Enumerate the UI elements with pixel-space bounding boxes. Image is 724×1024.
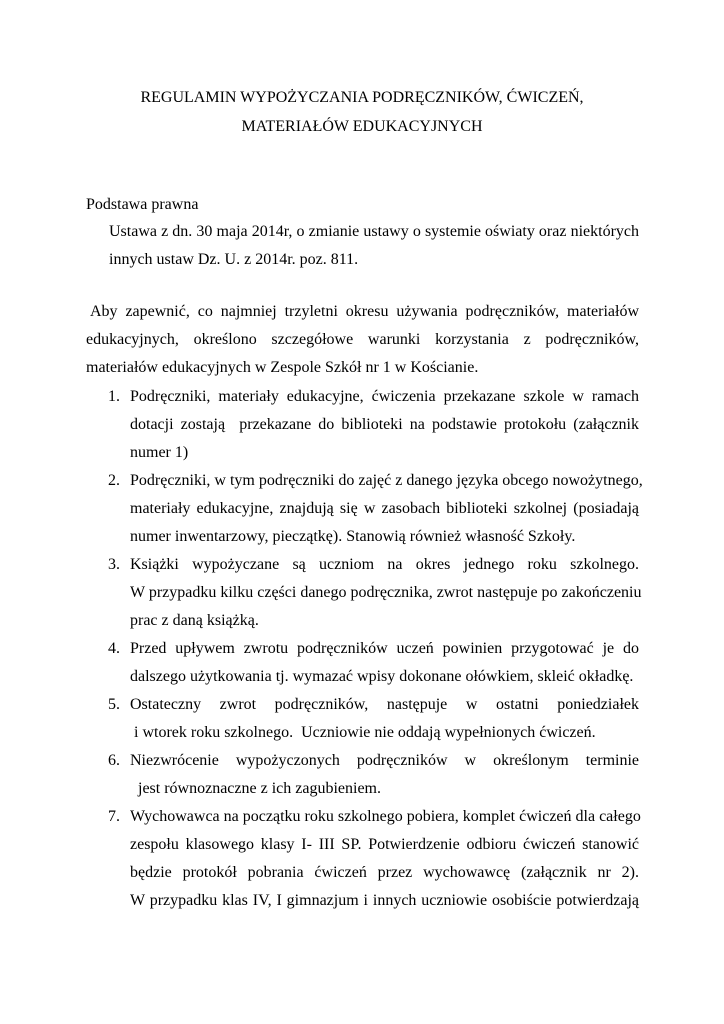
rule-number: 7.	[108, 808, 120, 825]
rule-item	[86, 691, 639, 747]
intro-paragraph: Aby zapewnić, co najmniej trzyletni okresu używania podręczników, materiałów edukacyjnych, określono szczegółowe warunki korzystania z podręczników, materiałów edukacyjnych w Zespole Szkół nr 1 w Kościanie.	[86, 303, 639, 376]
rule-text-line: jest równoznaczne z ich zagubieniem.	[130, 780, 381, 797]
rule-text-line: Ostateczny zwrot podręczników, następuje w ostatni poniedziałek	[130, 696, 639, 713]
rule-number: 2.	[108, 472, 120, 489]
document-title-line-1: REGULAMIN WYPOŻYCZANIA PODRĘCZNIKÓW, ĆWICZEŃ,	[140, 89, 584, 106]
rule-text-line: Książki wypożyczane są uczniom na okres jednego roku szkolnego.	[130, 556, 639, 573]
rule-text-line: Niezwrócenie wypożyczonych podręczników w określonym terminie	[130, 752, 639, 769]
rule-item	[86, 383, 639, 467]
rule-text-line: i wtorek roku szkolnego. Uczniowie nie oddają wypełnionych ćwiczeń.	[130, 724, 596, 741]
rule-number: 6.	[108, 752, 120, 769]
rule-number: 1.	[108, 388, 120, 405]
rule-text-line: Podręczniki, w tym podręczniki do zajęć z danego języka obcego nowożytnego,	[130, 472, 643, 489]
rule-item	[86, 803, 639, 915]
rule-number: 5.	[108, 696, 120, 713]
rule-item	[86, 467, 643, 551]
rule-text-line: dalszego użytkowania tj. wymazać wpisy dokonane ołówkiem, skleić okładkę.	[130, 668, 634, 685]
rule-text-line: Wychowawca na początku roku szkolnego pobiera, komplet ćwiczeń dla całego	[130, 808, 641, 825]
rule-number: 4.	[108, 640, 120, 657]
rule-number: 3.	[108, 556, 120, 573]
document-title-line-2: MATERIAŁÓW EDUKACYJNYCH	[241, 118, 483, 135]
legal-basis-text: Ustawa z dn. 30 maja 2014r, o zmianie ustawy o systemie oświaty oraz niektórych innych ustaw Dz. U. z 2014r. poz. 811.	[109, 223, 639, 268]
rule-text-line: będzie protokół pobrania ćwiczeń przez wychowawcę (załącznik nr 2).	[130, 864, 639, 881]
rules-list	[86, 383, 643, 915]
rule-text-line: W przypadku kilku części danego podręcznika, zwrot następuje po zakończeniu	[130, 584, 642, 601]
rule-text-line: dotacji zostają przekazane do biblioteki na podstawie protokołu (załącznik	[130, 416, 639, 433]
rule-text-line: numer 1)	[130, 444, 189, 461]
rule-text-line: zespołu klasowego klasy I- III SP. Potwierdzenie odbioru ćwiczeń stanowić	[130, 836, 639, 853]
rule-text-line: numer inwentarzowy, pieczątkę). Stanowią również własność Szkoły.	[130, 528, 576, 545]
rule-item	[86, 747, 639, 803]
legal-basis-heading: Podstawa prawna	[86, 196, 199, 213]
rule-text-line: prac z daną książką.	[130, 612, 259, 629]
rule-text-line: Przed upływem zwrotu podręczników uczeń powinien przygotować je do	[130, 640, 639, 657]
rule-text-line: materiały edukacyjne, znajdują się w zasobach biblioteki szkolnej (posiadają	[130, 500, 639, 517]
rule-text-line: Podręczniki, materiały edukacyjne, ćwiczenia przekazane szkole w ramach	[130, 388, 639, 405]
rule-item	[86, 635, 639, 691]
rule-text-line: W przypadku klas IV, I gimnazjum i innych uczniowie osobiście potwierdzają	[130, 892, 639, 909]
rule-item	[86, 551, 642, 635]
